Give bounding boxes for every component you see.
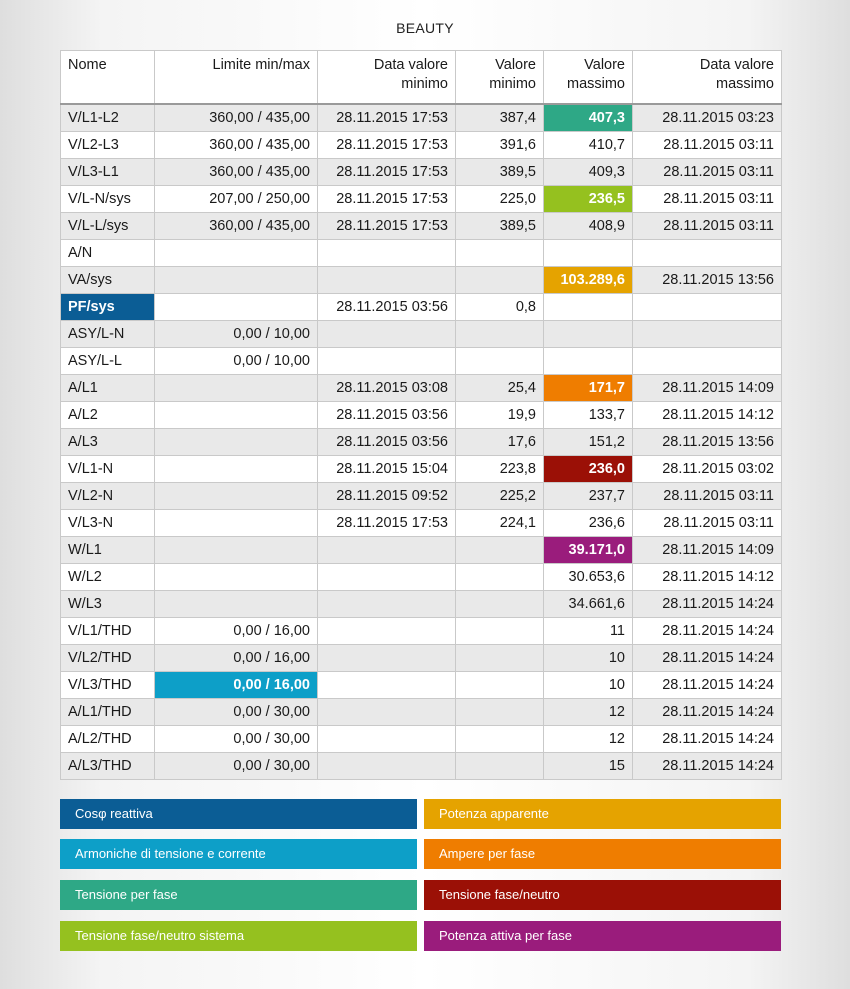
cell-min bbox=[456, 618, 544, 645]
cell-max bbox=[544, 348, 633, 375]
cell-date-min bbox=[318, 645, 456, 672]
cell-min bbox=[456, 240, 544, 267]
cell-min bbox=[456, 267, 544, 294]
cell-max: 11 bbox=[544, 618, 633, 645]
cell-limit bbox=[155, 483, 318, 510]
cell-min: 0,8 bbox=[456, 294, 544, 321]
cell-limit bbox=[155, 537, 318, 564]
table-row bbox=[61, 699, 782, 726]
cell-date-min bbox=[318, 564, 456, 591]
cell-limit bbox=[155, 456, 318, 483]
cell-max: 12 bbox=[544, 726, 633, 753]
cell-date-min: 28.11.2015 17:53 bbox=[318, 186, 456, 213]
cell-date-min: 28.11.2015 03:08 bbox=[318, 375, 456, 402]
cell-date-min: 28.11.2015 03:56 bbox=[318, 402, 456, 429]
cell-date-min bbox=[318, 753, 456, 780]
cell-max: 236,5 bbox=[544, 186, 633, 213]
cell-max: 10 bbox=[544, 672, 633, 699]
header-text: massimo bbox=[566, 76, 625, 92]
cell-name: V/L1/THD bbox=[61, 618, 155, 645]
cell-max: 34.661,6 bbox=[544, 591, 633, 618]
legend-item-active-power-per-phase: Potenza attiva per fase bbox=[424, 921, 781, 951]
cell-max bbox=[544, 240, 633, 267]
cell-date-min bbox=[318, 240, 456, 267]
cell-name: V/L2-L3 bbox=[61, 132, 155, 159]
cell-limit: 0,00 / 16,00 bbox=[155, 672, 318, 699]
cell-name: W/L1 bbox=[61, 537, 155, 564]
cell-limit bbox=[155, 429, 318, 456]
cell-max: 103.289,6 bbox=[544, 267, 633, 294]
legend-item-phase-neutral-voltage: Tensione fase/neutro bbox=[424, 880, 781, 910]
cell-name: A/L2/THD bbox=[61, 726, 155, 753]
cell-name: V/L1-L2 bbox=[61, 104, 155, 132]
cell-name: V/L2-N bbox=[61, 483, 155, 510]
cell-date-min: 28.11.2015 03:56 bbox=[318, 429, 456, 456]
cell-limit: 0,00 / 16,00 bbox=[155, 618, 318, 645]
col-name-header bbox=[61, 51, 155, 105]
cell-min: 17,6 bbox=[456, 429, 544, 456]
cell-max: 409,3 bbox=[544, 159, 633, 186]
table-row bbox=[61, 483, 782, 510]
legend-item-harmonics: Armoniche di tensione e corrente bbox=[60, 839, 417, 869]
cell-date-max: 28.11.2015 14:24 bbox=[633, 726, 782, 753]
cell-min bbox=[456, 726, 544, 753]
cell-name: V/L-N/sys bbox=[61, 186, 155, 213]
cell-date-max: 28.11.2015 14:24 bbox=[633, 753, 782, 780]
cell-limit bbox=[155, 591, 318, 618]
header-row bbox=[61, 51, 782, 105]
table-row bbox=[61, 753, 782, 780]
cell-max: 10 bbox=[544, 645, 633, 672]
cell-limit bbox=[155, 294, 318, 321]
cell-date-max: 28.11.2015 13:56 bbox=[633, 429, 782, 456]
page-title: BEAUTY bbox=[396, 20, 454, 36]
cell-date-min bbox=[318, 618, 456, 645]
table-row bbox=[61, 402, 782, 429]
legend-item-system-phase-neutral-voltage: Tensione fase/neutro sistema bbox=[60, 921, 417, 951]
cell-date-max: 28.11.2015 03:23 bbox=[633, 104, 782, 132]
cell-min bbox=[456, 645, 544, 672]
cell-date-max: 28.11.2015 14:24 bbox=[633, 699, 782, 726]
table-row bbox=[61, 213, 782, 240]
table-row bbox=[61, 132, 782, 159]
cell-name: PF/sys bbox=[61, 294, 155, 321]
cell-name: W/L2 bbox=[61, 564, 155, 591]
cell-name: A/L2 bbox=[61, 402, 155, 429]
cell-limit bbox=[155, 564, 318, 591]
table-row bbox=[61, 456, 782, 483]
cell-date-min: 28.11.2015 17:53 bbox=[318, 104, 456, 132]
header-text: Data valore bbox=[373, 57, 448, 73]
table-row bbox=[61, 510, 782, 537]
table-row bbox=[61, 321, 782, 348]
table-row bbox=[61, 429, 782, 456]
cell-name: V/L3/THD bbox=[61, 672, 155, 699]
table-header bbox=[61, 51, 782, 105]
cell-name: V/L3-N bbox=[61, 510, 155, 537]
cell-date-max bbox=[633, 348, 782, 375]
cell-name: A/L3/THD bbox=[61, 753, 155, 780]
cell-limit: 0,00 / 30,00 bbox=[155, 699, 318, 726]
table-row bbox=[61, 645, 782, 672]
cell-limit bbox=[155, 375, 318, 402]
table-row bbox=[61, 591, 782, 618]
cell-date-max: 28.11.2015 14:09 bbox=[633, 375, 782, 402]
cell-min: 19,9 bbox=[456, 402, 544, 429]
cell-min: 391,6 bbox=[456, 132, 544, 159]
cell-max: 15 bbox=[544, 753, 633, 780]
cell-max: 236,0 bbox=[544, 456, 633, 483]
cell-date-max: 28.11.2015 14:24 bbox=[633, 591, 782, 618]
cell-date-min: 28.11.2015 17:53 bbox=[318, 213, 456, 240]
cell-limit: 360,00 / 435,00 bbox=[155, 159, 318, 186]
cell-name: A/L1/THD bbox=[61, 699, 155, 726]
cell-min bbox=[456, 699, 544, 726]
cell-min bbox=[456, 348, 544, 375]
col-date-min-header bbox=[318, 51, 456, 105]
cell-limit: 360,00 / 435,00 bbox=[155, 213, 318, 240]
cell-max: 39.171,0 bbox=[544, 537, 633, 564]
header-text: minimo bbox=[489, 76, 536, 92]
cell-date-max bbox=[633, 294, 782, 321]
cell-date-max: 28.11.2015 03:11 bbox=[633, 483, 782, 510]
cell-max: 171,7 bbox=[544, 375, 633, 402]
col-min-header bbox=[456, 51, 544, 105]
table-row bbox=[61, 240, 782, 267]
cell-date-min bbox=[318, 267, 456, 294]
table-row bbox=[61, 104, 782, 132]
cell-limit: 207,00 / 250,00 bbox=[155, 186, 318, 213]
cell-min bbox=[456, 753, 544, 780]
cell-min bbox=[456, 591, 544, 618]
cell-max bbox=[544, 294, 633, 321]
cell-max: 410,7 bbox=[544, 132, 633, 159]
cell-min: 225,0 bbox=[456, 186, 544, 213]
cell-date-min bbox=[318, 672, 456, 699]
cell-min bbox=[456, 537, 544, 564]
cell-min: 223,8 bbox=[456, 456, 544, 483]
header-text: Limite min/max bbox=[212, 57, 310, 73]
cell-date-min bbox=[318, 321, 456, 348]
cell-max: 237,7 bbox=[544, 483, 633, 510]
cell-name: ASY/L-N bbox=[61, 321, 155, 348]
cell-date-min: 28.11.2015 17:53 bbox=[318, 159, 456, 186]
cell-date-min bbox=[318, 591, 456, 618]
cell-limit: 0,00 / 10,00 bbox=[155, 321, 318, 348]
cell-date-max bbox=[633, 240, 782, 267]
cell-date-max: 28.11.2015 14:24 bbox=[633, 618, 782, 645]
cell-limit bbox=[155, 267, 318, 294]
cell-min: 389,5 bbox=[456, 159, 544, 186]
cell-date-min: 28.11.2015 15:04 bbox=[318, 456, 456, 483]
cell-limit: 0,00 / 30,00 bbox=[155, 753, 318, 780]
cell-date-max: 28.11.2015 14:24 bbox=[633, 672, 782, 699]
cell-limit: 360,00 / 435,00 bbox=[155, 104, 318, 132]
cell-limit bbox=[155, 402, 318, 429]
cell-name: V/L1-N bbox=[61, 456, 155, 483]
cell-max: 133,7 bbox=[544, 402, 633, 429]
cell-max bbox=[544, 321, 633, 348]
cell-date-max: 28.11.2015 03:02 bbox=[633, 456, 782, 483]
cell-date-min: 28.11.2015 03:56 bbox=[318, 294, 456, 321]
legend-item-apparent-power: Potenza apparente bbox=[424, 799, 781, 829]
header-text: Valore bbox=[584, 57, 625, 73]
col-max-header bbox=[544, 51, 633, 105]
table-row bbox=[61, 375, 782, 402]
cell-name: VA/sys bbox=[61, 267, 155, 294]
cell-max: 236,6 bbox=[544, 510, 633, 537]
header-text: Nome bbox=[68, 57, 107, 73]
table-row bbox=[61, 267, 782, 294]
cell-min: 389,5 bbox=[456, 213, 544, 240]
cell-min bbox=[456, 321, 544, 348]
legend-item-cos-phi-reactive: Cosφ reattiva bbox=[60, 799, 417, 829]
cell-name: V/L2/THD bbox=[61, 645, 155, 672]
cell-limit: 360,00 / 435,00 bbox=[155, 132, 318, 159]
cell-date-min bbox=[318, 726, 456, 753]
cell-date-min: 28.11.2015 09:52 bbox=[318, 483, 456, 510]
cell-max: 30.653,6 bbox=[544, 564, 633, 591]
legend-item-ampere-per-phase: Ampere per fase bbox=[424, 839, 781, 869]
cell-name: V/L3-L1 bbox=[61, 159, 155, 186]
cell-limit bbox=[155, 240, 318, 267]
measurements-table bbox=[60, 50, 782, 780]
header-text: minimo bbox=[401, 76, 448, 92]
cell-date-max: 28.11.2015 14:09 bbox=[633, 537, 782, 564]
cell-date-max: 28.11.2015 03:11 bbox=[633, 213, 782, 240]
cell-name: A/L1 bbox=[61, 375, 155, 402]
cell-min: 387,4 bbox=[456, 104, 544, 132]
legend-item-phase-voltage: Tensione per fase bbox=[60, 880, 417, 910]
cell-max: 151,2 bbox=[544, 429, 633, 456]
cell-date-min: 28.11.2015 17:53 bbox=[318, 510, 456, 537]
cell-date-min bbox=[318, 537, 456, 564]
cell-date-max: 28.11.2015 13:56 bbox=[633, 267, 782, 294]
cell-min: 25,4 bbox=[456, 375, 544, 402]
header-text: Data valore bbox=[699, 57, 774, 73]
table-row bbox=[61, 294, 782, 321]
table-row bbox=[61, 537, 782, 564]
header-text: Valore bbox=[495, 57, 536, 73]
cell-date-min bbox=[318, 699, 456, 726]
cell-date-max: 28.11.2015 03:11 bbox=[633, 186, 782, 213]
cell-date-max: 28.11.2015 14:12 bbox=[633, 564, 782, 591]
cell-min: 225,2 bbox=[456, 483, 544, 510]
table-row bbox=[61, 348, 782, 375]
cell-limit: 0,00 / 16,00 bbox=[155, 645, 318, 672]
table-row bbox=[61, 564, 782, 591]
color-legend bbox=[60, 799, 781, 951]
table-body bbox=[61, 104, 782, 780]
cell-limit: 0,00 / 10,00 bbox=[155, 348, 318, 375]
cell-limit bbox=[155, 510, 318, 537]
cell-limit: 0,00 / 30,00 bbox=[155, 726, 318, 753]
cell-min: 224,1 bbox=[456, 510, 544, 537]
table-row bbox=[61, 159, 782, 186]
cell-max: 12 bbox=[544, 699, 633, 726]
cell-max: 408,9 bbox=[544, 213, 633, 240]
cell-date-max bbox=[633, 321, 782, 348]
cell-date-max: 28.11.2015 03:11 bbox=[633, 132, 782, 159]
col-date-max-header bbox=[633, 51, 782, 105]
cell-min bbox=[456, 672, 544, 699]
cell-max: 407,3 bbox=[544, 104, 633, 132]
cell-date-min: 28.11.2015 17:53 bbox=[318, 132, 456, 159]
cell-date-max: 28.11.2015 03:11 bbox=[633, 510, 782, 537]
table-row bbox=[61, 672, 782, 699]
col-limit-header bbox=[155, 51, 318, 105]
cell-name: ASY/L-L bbox=[61, 348, 155, 375]
cell-name: A/L3 bbox=[61, 429, 155, 456]
cell-name: A/N bbox=[61, 240, 155, 267]
table-row bbox=[61, 726, 782, 753]
cell-date-max: 28.11.2015 14:24 bbox=[633, 645, 782, 672]
cell-date-max: 28.11.2015 03:11 bbox=[633, 159, 782, 186]
table-row bbox=[61, 618, 782, 645]
cell-name: W/L3 bbox=[61, 591, 155, 618]
cell-date-min bbox=[318, 348, 456, 375]
cell-name: V/L-L/sys bbox=[61, 213, 155, 240]
header-text: massimo bbox=[715, 76, 774, 92]
table-row bbox=[61, 186, 782, 213]
cell-min bbox=[456, 564, 544, 591]
cell-date-max: 28.11.2015 14:12 bbox=[633, 402, 782, 429]
